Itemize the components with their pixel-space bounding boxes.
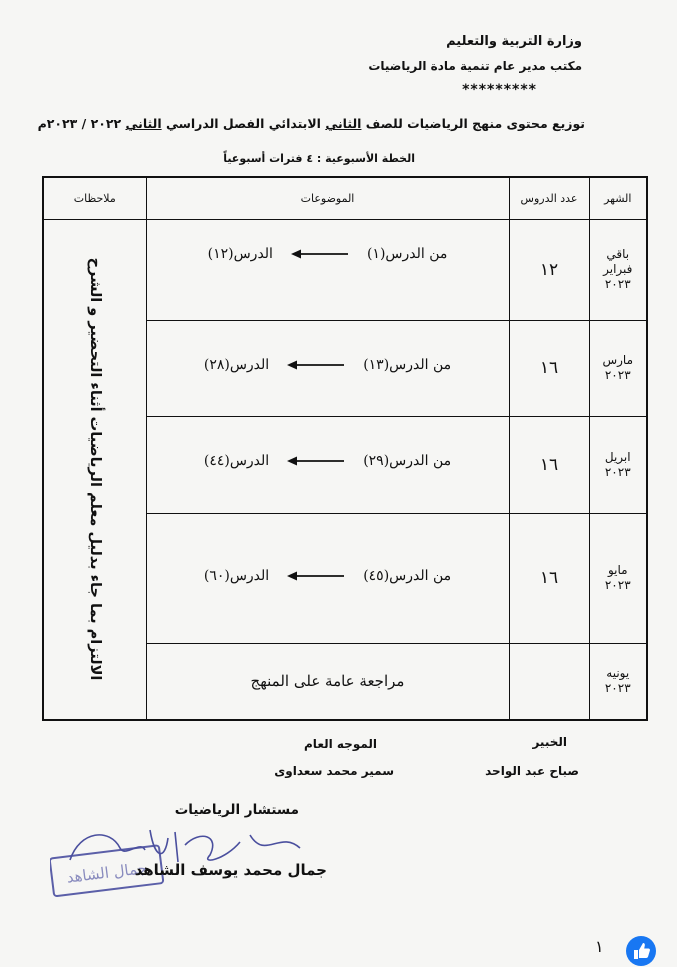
range-start: من الدرس(٤٥) (363, 567, 452, 584)
notes-cell (43, 219, 146, 720)
range-end: الدرس(٤٤) (203, 452, 270, 469)
lesson-range (147, 357, 509, 373)
header-month: الشهر (589, 177, 647, 219)
header-topics: الموضوعات (146, 177, 509, 219)
header-count: عدد الدروس (509, 177, 589, 219)
topic-cell (146, 219, 509, 320)
month-cell: مارس ٢٠٢٣ (589, 320, 647, 416)
month-cell: باقي فبراير ٢٠٢٣ (589, 219, 647, 320)
range-start: من الدرس(١٣) (363, 356, 452, 373)
lesson-count: ١٦ (509, 416, 589, 513)
range-end: الدرس(٦٠) (203, 567, 270, 584)
office-name: مكتب مدير عام تنمية مادة الرياضيات (368, 59, 582, 73)
topic-cell (146, 416, 509, 513)
handwritten-signature-icon (70, 830, 300, 862)
header-notes: ملاحظات (43, 177, 146, 219)
month-cell: ابريل ٢٠٢٣ (589, 416, 647, 513)
left-arrow-icon (287, 360, 345, 370)
lesson-range (147, 246, 509, 262)
notes-text: الالتزام بما جاء بدليل معلم الرياضيات أثناء التحضير و الشرح (86, 257, 103, 681)
stars-divider: ********* (462, 82, 537, 98)
supervisor-title: الموجه العام (304, 737, 377, 751)
supervisor-name: سمير محمد سعداوى (274, 764, 394, 778)
signature-and-stamp (50, 820, 330, 900)
advisor-name: جمال محمد يوسف الشاهد (134, 861, 327, 879)
stamp-text: جمال الشاهد (65, 858, 148, 887)
lesson-count: ١٦ (509, 320, 589, 416)
advisor-title: مستشار الرياضيات (174, 802, 299, 818)
left-arrow-icon (291, 249, 349, 259)
range-start: من الدرس(١) (366, 245, 448, 262)
page-number: ١ (595, 937, 604, 956)
expert-name: صباح عبد الواحد (485, 764, 579, 778)
left-arrow-icon (287, 456, 345, 466)
lesson-count: ١٦ (509, 513, 589, 643)
range-end: الدرس(١٢) (207, 245, 273, 262)
lesson-range (147, 453, 509, 469)
expert-title: الخبير (532, 735, 567, 749)
left-arrow-icon (287, 571, 345, 581)
lesson-count (509, 643, 589, 720)
table-row (43, 219, 647, 320)
month-cell: يونيه ٢٠٢٣ (589, 643, 647, 720)
topic-cell (146, 320, 509, 416)
general-review: مراجعة عامة على المنهج (146, 643, 509, 720)
range-end: الدرس(٢٨) (203, 356, 270, 373)
thumbs-up-icon[interactable] (625, 935, 657, 967)
curriculum-table (42, 176, 648, 721)
month-cell: مايو ٢٠٢٣ (589, 513, 647, 643)
lesson-range (147, 568, 509, 584)
weekly-plan: الخطة الأسبوعية : ٤ فترات أسبوعياً (223, 152, 415, 165)
range-start: من الدرس(٢٩) (363, 452, 452, 469)
table-header-row (43, 177, 647, 219)
topic-cell (146, 513, 509, 643)
document-title: توزيع محتوى منهج الرياضيات للصف الثاني الابتدائي الفصل الدراسي الثاني ٢٠٢٢ / ٢٠٢٣م (37, 116, 585, 131)
lesson-count: ١٢ (509, 219, 589, 320)
ministry-name: وزارة التربية والتعليم (446, 34, 582, 49)
